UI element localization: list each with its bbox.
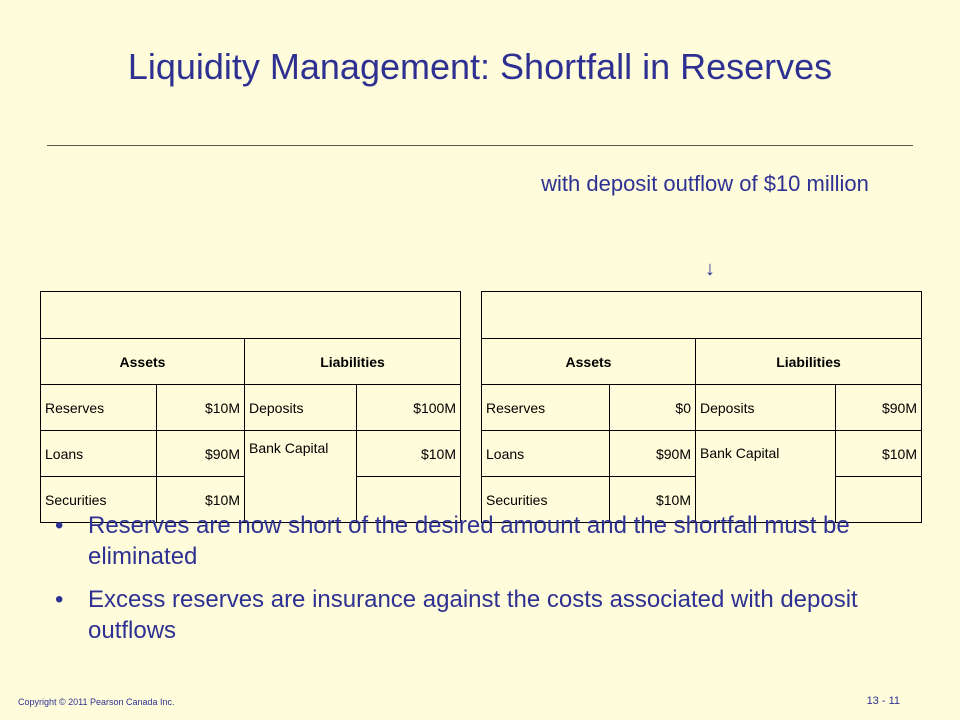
bullet-icon: • xyxy=(55,586,64,613)
balance-sheet-after xyxy=(481,291,922,523)
liability-value: $90M xyxy=(836,385,922,431)
liability-value: $100M xyxy=(357,385,461,431)
liabilities-header: Liabilities xyxy=(245,339,461,385)
bullet-text: Excess reserves are insurance against the costs associated with deposit outflows xyxy=(88,586,858,644)
bullet-text: Reserves are now short of the desired amount and the shortfall must be eliminated xyxy=(88,512,850,570)
table-row xyxy=(41,292,461,339)
asset-label: Reserves xyxy=(482,385,610,431)
table-row xyxy=(41,385,461,431)
table-gap-divider xyxy=(460,291,461,495)
balance-sheet-before xyxy=(40,291,461,523)
asset-label: Reserves xyxy=(41,385,157,431)
title-divider xyxy=(47,145,913,146)
table-row xyxy=(482,292,922,339)
asset-label: Securities xyxy=(482,477,610,523)
asset-label: Loans xyxy=(482,431,610,477)
assets-header: Assets xyxy=(482,339,696,385)
asset-value: $90M xyxy=(157,431,245,477)
asset-value: $10M xyxy=(157,385,245,431)
asset-value: $10M xyxy=(157,477,245,523)
asset-value: $90M xyxy=(610,431,696,477)
asset-label: Securities xyxy=(41,477,157,523)
empty-header-cell xyxy=(482,292,922,339)
liability-label: Deposits xyxy=(245,385,357,431)
table-row xyxy=(41,339,461,385)
bullet-icon: • xyxy=(55,512,64,539)
liability-value: $10M xyxy=(836,431,922,477)
liability-label: Bank Capital xyxy=(245,431,357,523)
liabilities-header: Liabilities xyxy=(696,339,922,385)
assets-header: Assets xyxy=(41,339,245,385)
asset-value: $0 xyxy=(610,385,696,431)
down-arrow-icon: ↓ xyxy=(705,258,715,280)
asset-label: Loans xyxy=(41,431,157,477)
table-row xyxy=(482,339,922,385)
page-number: 13 - 11 xyxy=(866,695,900,707)
asset-value: $10M xyxy=(610,477,696,523)
liability-label: Bank Capital xyxy=(696,431,836,523)
table-row xyxy=(41,431,461,477)
liability-value: $10M xyxy=(357,431,461,477)
table-row xyxy=(482,385,922,431)
slide-title: Liquidity Management: Shortfall in Reserves xyxy=(127,46,833,87)
table-row xyxy=(482,431,922,477)
copyright-notice: Copyright © 2011 Pearson Canada Inc. xyxy=(18,697,175,707)
list-item xyxy=(55,584,915,646)
list-item xyxy=(55,510,915,572)
liability-label: Deposits xyxy=(696,385,836,431)
bullet-list xyxy=(55,510,915,658)
empty-header-cell xyxy=(41,292,461,339)
outflow-note: with deposit outflow of $10 million xyxy=(541,171,869,196)
